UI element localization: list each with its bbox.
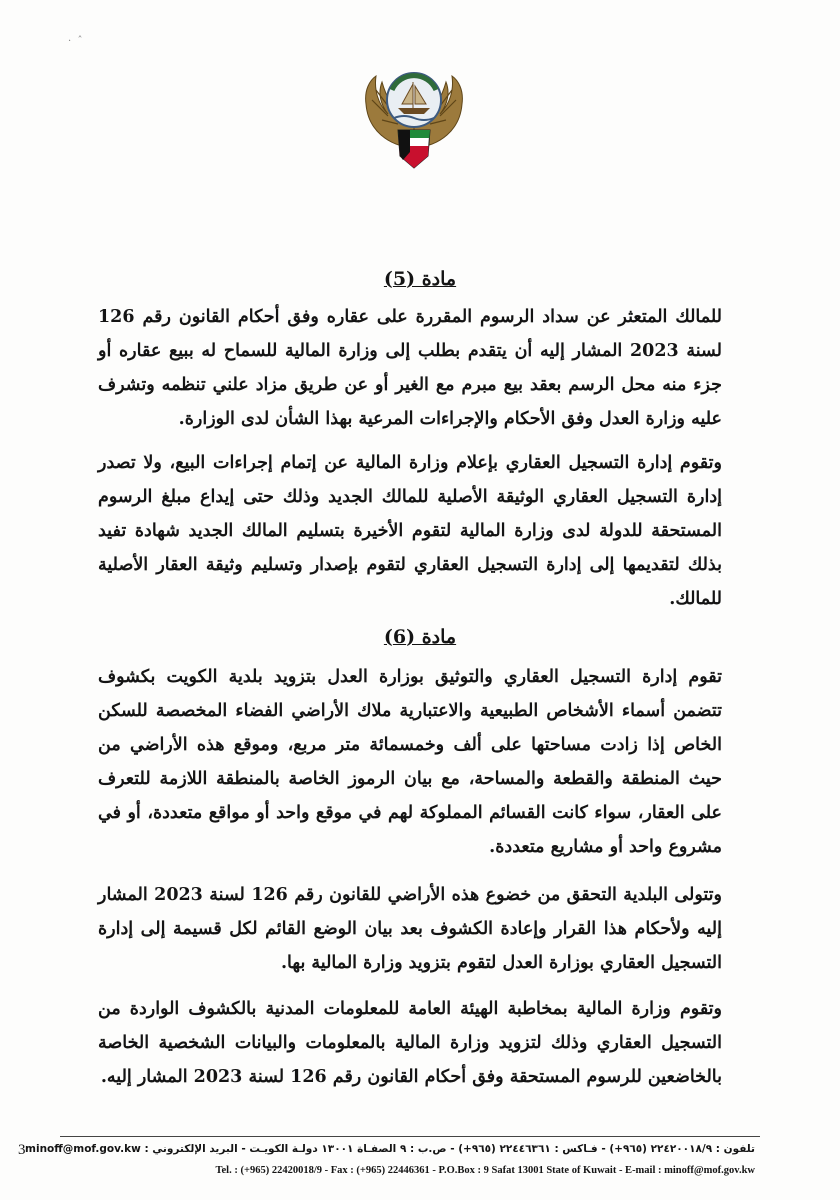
article-5-title: مادة (5) bbox=[383, 268, 457, 290]
footer-contact-arabic: تلفون : ٢٢٤٢٠٠١٨/٩ (٩٦٥+) - فـاكس : ٢٢٤٤٦٣٦١ (٩٦٥+) - ص.ب : ٩ الصفـاة ١٣٠٠١ دولـة الكويـت - البريد الإلكتروني : minoff@mof.gov.kw bbox=[25, 1143, 755, 1155]
footer-contact-english: Tel. : (+965) 22420018/9 - Fax : (+965) 22446361 - P.O.Box : 9 Safat 13001 State of Kuwait - E-mail : minoff@mof.gov.kw bbox=[215, 1165, 755, 1176]
page-number: 3 bbox=[18, 1142, 26, 1158]
article-6-paragraph-2: وتتولى البلدية التحقق من خضوع هذه الأراضي للقانون رقم 126 لسنة 2023 المشار إليه ولأحكام هذا القرار وإعادة الكشوف بعد بيان الوضع القائم لكل قسيمة إلى إدارة التسجيل العقاري بوزارة العدل لتقوم بتزويد وزارة المالية بها. bbox=[98, 885, 722, 973]
article-6-paragraph-3: وتقوم وزارة المالية بمخاطبة الهيئة العامة للمعلومات المدنية بالكشوف الواردة من التسجيل العقاري وذلك لتزويد وزارة المالية بالمعلومات والبيانات الشخصية الخاصة بالخاضعين للرسوم المستحقة وفق أحكام القانون رقم 126 لسنة 2023 المشار إليه. bbox=[98, 999, 722, 1087]
article-5-paragraph-2: وتقوم إدارة التسجيل العقاري بإعلام وزارة المالية عن إتمام إجراءات البيع، ولا تصدر إدارة التسجيل العقاري الوثيقة الأصلية للمالك الجديد وذلك حتى إيداع مبلغ الرسوم المستحقة للدولة لدى وزارة المالية لتقوم الأخيرة بتسليم المالك الجديد شهادة تفيد بذلك لتقديمها إلى إدارة التسجيل العقاري لتقوم بإصدار وتسليم وثيقة العقار الأصلية للمالك. bbox=[98, 453, 722, 609]
article-6-title: مادة (6) bbox=[383, 626, 457, 648]
scan-mark: · ˆ bbox=[68, 36, 83, 47]
article-6-paragraph-1: تقوم إدارة التسجيل العقاري والتوثيق بوزارة العدل بتزويد بلدية الكويت بكشوف تتضمن أسماء الأشخاص الطبيعية والاعتبارية ملاك الأراضي الفضاء المخصصة للسكن الخاص إذا زادت مساحتها على ألف وخمسمائة متر مربع، وموقع هذه الأراضي من حيث المنطقة والقطعة والمساحة، مع بيان الرموز الخاصة بالمنطقة اللازمة للتعرف على العقار، سواء كانت القسائم المملوكة لهم في موقع واحد أو مواقع متعددة، أو في مشروع واحد أو مشاريع متعددة. bbox=[98, 667, 722, 857]
state-of-kuwait-emblem bbox=[358, 60, 470, 175]
footer-divider bbox=[60, 1136, 760, 1137]
article-5-paragraph-1: للمالك المتعثر عن سداد الرسوم المقررة على عقاره وفق أحكام القانون رقم 126 لسنة 2023 المشار إليه أن يتقدم بطلب إلى وزارة المالية للسماح له ببيع عقاره أو جزء منه محل الرسم بعقد بيع مبرم مع الغير أو عن طريق مزاد علني تنظمه وتشرف عليه وزارة العدل وفق الأحكام والإجراءات المرعية بهذا الشأن لدى الوزارة. bbox=[98, 307, 722, 429]
